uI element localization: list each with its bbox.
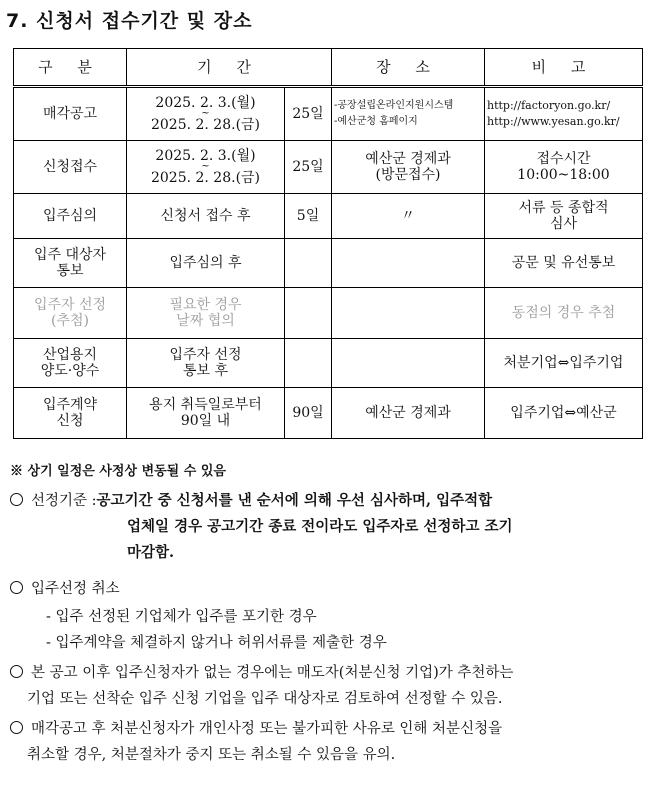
criteria-bullet	[10, 488, 644, 566]
row-place: 예산군 경제과 (방문접수)	[332, 141, 485, 194]
cancel-bullet	[10, 576, 120, 602]
row-category: 입주심의	[14, 194, 127, 239]
criteria-text-1: 공고기간 중 신청서를 낸 순서에 의해 우선 심사하며, 입주적합	[96, 492, 493, 509]
row-days: 25일	[285, 141, 332, 194]
row-days: 90일	[285, 388, 332, 439]
row-place	[332, 239, 485, 288]
row-days	[285, 339, 332, 388]
bullet-circle-icon	[10, 493, 23, 506]
cancel-title: 입주선정 취소	[31, 581, 120, 597]
recommend-text-2: 기업 또는 선착순 입주 신청 기업을 입주 대상자로 검토하여 선정할 수 있음.	[27, 691, 503, 707]
criteria-text-2: 업체일 경우 공고기간 종료 전이라도 입주자로 선정하고 조기	[127, 518, 513, 535]
period-start: 2025. 2. 3.(월)	[155, 95, 256, 111]
row-period: 입주자 선정 통보 후	[127, 339, 285, 388]
header-place: 장 소	[332, 49, 485, 87]
row-note: 입주기업⇔예산군	[485, 388, 643, 439]
table-row	[14, 339, 643, 388]
period-end: 2025. 2. 28.(금)	[150, 170, 261, 186]
row-place	[332, 339, 485, 388]
row-period	[127, 141, 285, 194]
table-row	[14, 288, 643, 339]
criteria-text-3: 마감함.	[127, 544, 175, 561]
row-period: 용지 취득일로부터 90일 내	[127, 388, 285, 439]
criteria-label: 선정기준 :	[31, 493, 97, 509]
row-period	[127, 87, 285, 141]
row-period: 필요한 경우 날짜 협의	[127, 288, 285, 339]
section-title: 7. 신청서 접수기간 및 장소	[6, 10, 253, 32]
withdraw-bullet	[10, 716, 644, 768]
header-period: 기 간	[127, 49, 332, 87]
recommend-bullet	[10, 660, 644, 712]
row-note: 동점의 경우 추첨	[485, 288, 643, 339]
row-note: 서류 등 종합적 심사	[485, 194, 643, 239]
row-days	[285, 239, 332, 288]
withdraw-text-1: 매각공고 후 처분신청자가 개인사정 또는 불가피한 사유로 인해 처분신청을	[31, 721, 503, 737]
period-tilde: ~	[201, 108, 210, 119]
schedule-notice: ※ 상기 일정은 사정상 변동될 수 있음	[10, 464, 226, 479]
row-days	[285, 288, 332, 339]
recommend-text-1: 본 공고 이후 입주신청자가 없는 경우에는 매도자(처분신청 기업)가 추천하는	[31, 665, 514, 681]
row-category: 입주자 선정 (추첨)	[14, 288, 127, 339]
period-tilde: ~	[201, 161, 210, 172]
row-category: 산업용지 양도·양수	[14, 339, 127, 388]
header-note: 비 고	[485, 49, 643, 87]
table-row	[14, 239, 643, 288]
bullet-circle-icon	[10, 665, 23, 678]
row-category: 입주 대상자 통보	[14, 239, 127, 288]
table-row	[14, 87, 643, 141]
period-end: 2025. 2. 28.(금)	[150, 117, 261, 133]
cancel-item: - 입주계약을 체결하지 않거나 허위서류를 제출한 경우	[46, 635, 387, 651]
row-place: 예산군 경제과	[332, 388, 485, 439]
withdraw-text-2: 취소할 경우, 처분절차가 중지 또는 취소될 수 있음을 유의.	[27, 747, 396, 763]
row-note: 처분기업⇔입주기업	[485, 339, 643, 388]
table-row	[14, 194, 643, 239]
row-category: 매각공고	[14, 87, 127, 141]
row-place: -공장설립온라인지원시스템 -예산군청 홈페이지	[332, 87, 485, 141]
row-note-links[interactable]: http://factoryon.go.kr/ http://www.yesan.go.kr/	[485, 87, 643, 141]
table-row	[14, 388, 643, 439]
table-header-row	[14, 49, 643, 87]
period-start: 2025. 2. 3.(월)	[155, 148, 256, 164]
bullet-circle-icon	[10, 721, 23, 734]
row-category: 입주계약 신청	[14, 388, 127, 439]
table-row	[14, 141, 643, 194]
row-note: 공문 및 유선통보	[485, 239, 643, 288]
row-place	[332, 288, 485, 339]
header-category: 구 분	[14, 49, 127, 87]
row-days: 5일	[285, 194, 332, 239]
row-note: 접수시간 10:00~18:00	[485, 141, 643, 194]
cancel-item: - 입주 선정된 기업체가 입주를 포기한 경우	[46, 609, 317, 625]
row-place: 〃	[332, 194, 485, 239]
row-period: 신청서 접수 후	[127, 194, 285, 239]
bullet-circle-icon	[10, 581, 23, 594]
row-period: 입주심의 후	[127, 239, 285, 288]
row-category: 신청접수	[14, 141, 127, 194]
row-days: 25일	[285, 87, 332, 141]
schedule-table	[13, 48, 643, 439]
